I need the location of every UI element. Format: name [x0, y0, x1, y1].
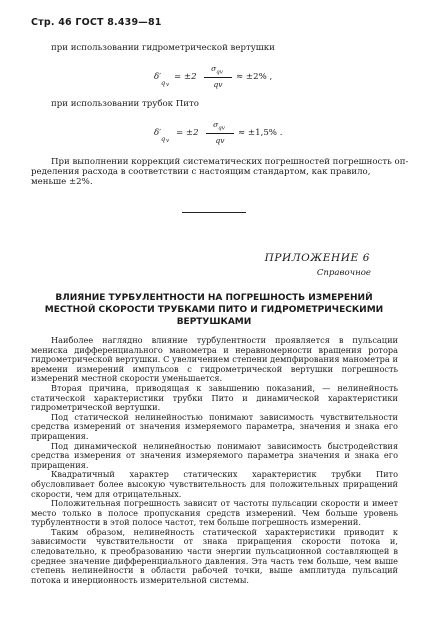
body-text — [31, 336, 398, 585]
formula-2-lhs-subsub: v — [166, 138, 170, 144]
formula-1-intro: при использовании гидрометрической вертушки — [51, 43, 275, 53]
title-line-2: МЕСТНОЙ СКОРОСТИ ТРУБКАМИ ПИТО И ГИДРОМЕТРИЧЕСКИМИ — [44, 305, 384, 315]
paragraph: Под статической нелинейностью понимают зависимость чувствительности средства измерений от значения измеряемого параметра, значения и знака его приращения. — [31, 411, 398, 441]
closing-line-3: меньше ±2%. — [31, 177, 93, 187]
appendix-label: ПРИЛОЖЕНИЕ 6 — [264, 252, 370, 264]
formula-2-lhs-sub: q — [161, 135, 166, 143]
paragraph: Под динамической нелинейностью понимают зависимость быстродействия средства измерения от значения измеряемого параметра значения и знака его приращения. — [31, 440, 398, 470]
paragraph: Наиболее наглядно влияние турбулентности проявляется в пульсации мениска дифференциального манометра и неравномерности вращения ротора гидрометрической вертушки. С увеличением степени демпфирования манометра и времени измерений импульсов с гидрометрической вертушки погрешность измерений местной скорости уменьшается. — [31, 335, 398, 384]
formula-2-lhs: δ′ — [154, 128, 162, 138]
formula-2-result: ≈ ±1,5% . — [238, 128, 283, 138]
paragraph: Таким образом, нелинейность статической характеристики приводит к зависимости чувствительности от знака приращения скорости потока и, следовательно, к преобразованию части энергии пульсационной составляющей в среднее значение дифференциального давления. Эта часть тем больше, чем выше степень нелинейности в области рабочей точки, выше амплитуда пульсаций потока и инерционность измерительной системы. — [31, 526, 398, 585]
formula-2-fraction-bar — [206, 133, 234, 134]
section-divider — [182, 212, 246, 213]
formula-1-fraction-bar — [204, 77, 232, 78]
paragraph: Положительная погрешность зависит от частоты пульсации скорости и имеет место только в полосе пропускания средств измерений. Чем больше уровень турбулентности в этой полосе частот, тем больше погрешность измерений. — [31, 498, 398, 528]
paragraph: Квадратичный характер статических характеристик трубки Пито обусловливает более высокую чувствительность для положительных приращений скорости, чем для отрицательных. — [31, 469, 398, 499]
formula-2-numerator: $\sigma_{qv}$ — [213, 120, 225, 132]
formula-1-lhs-subsub: v — [166, 82, 170, 88]
formula-1-denominator: qv — [213, 80, 223, 89]
formula-2-intro: при использовании трубок Пито — [51, 99, 199, 109]
closing-line-2: ределения расхода в соответствии с настоящим стандартом, как правило, — [31, 167, 371, 177]
formula-1-result: ≈ ±2% , — [236, 72, 273, 82]
appendix-type: Справочное — [316, 268, 371, 278]
formula-2-coef: = ±2 — [176, 128, 199, 138]
formula-2-denominator: qv — [215, 136, 225, 145]
running-head: Стр. 46 ГОСТ 8.439—81 — [31, 17, 162, 28]
paragraph: Вторая причина, приводящая к завышению показаний, — нелинейность статической характеристики трубки Пито и динамической характеристики гидрометрической вертушки. — [31, 382, 398, 413]
closing-line-1: При выполнении коррекций систематических погрешностей погрешность оп- — [51, 157, 409, 167]
formula-1-coef: = ±2 — [174, 72, 197, 82]
title-line-1: ВЛИЯНИЕ ТУРБУЛЕНТНОСТИ НА ПОГРЕШНОСТЬ ИЗМЕРЕНИЙ — [55, 293, 373, 303]
formula-1-lhs: δ′ — [154, 72, 162, 82]
title-line-3: ВЕРТУШКАМИ — [176, 317, 252, 327]
formula-1-numerator: $\sigma_{qv}$ — [211, 64, 223, 76]
formula-1-lhs-sub: q — [161, 79, 166, 87]
